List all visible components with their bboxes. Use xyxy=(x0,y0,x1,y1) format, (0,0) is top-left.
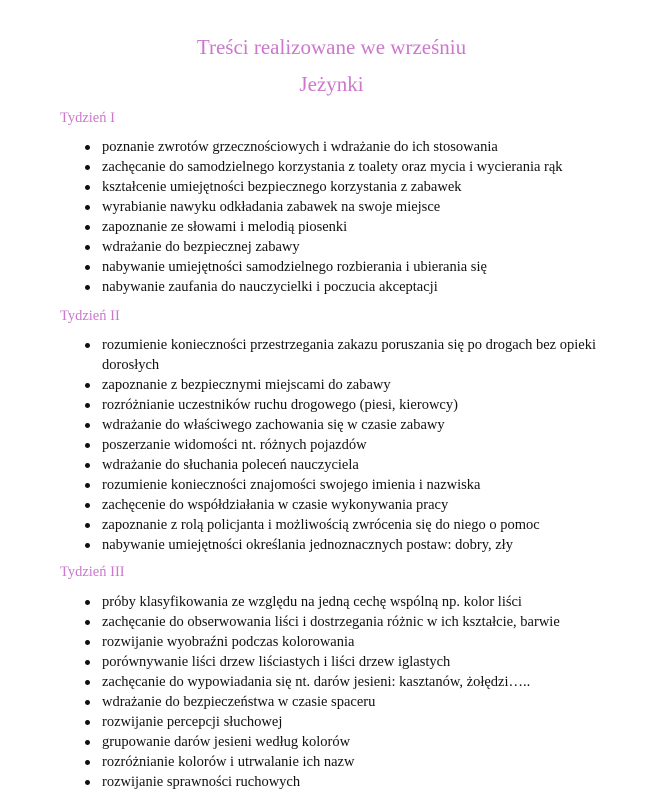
list-item: zachęcanie do obserwowania liści i dostrzegania różnic w ich kształcie, barwie xyxy=(0,612,663,632)
list-item: próby klasyfikowania ze względu na jedną cechę wspólną np. kolor liści xyxy=(0,592,663,612)
list-item: zapoznanie z rolą policjanta i możliwością zwrócenia się do niego o pomoc xyxy=(0,515,663,535)
week-3-list xyxy=(0,592,663,792)
list-item: rozwijanie wyobraźni podczas kolorowania xyxy=(0,632,663,652)
list-item: wyrabianie nawyku odkładania zabawek na swoje miejsce xyxy=(0,197,663,217)
list-item: zachęcanie do samodzielnego korzystania z toalety oraz mycia i wycierania rąk xyxy=(0,157,663,177)
list-item: nabywanie umiejętności samodzielnego rozbierania i ubierania się xyxy=(0,257,663,277)
list-item: rozumienie konieczności znajomości swojego imienia i nazwiska xyxy=(0,475,663,495)
list-item: rozwijanie sprawności ruchowych xyxy=(0,772,663,792)
list-item: kształcenie umiejętności bezpiecznego korzystania z zabawek xyxy=(0,177,663,197)
week-2-list xyxy=(0,335,663,555)
list-item: nabywanie zaufania do nauczycielki i poczucia akceptacji xyxy=(0,277,663,297)
list-item: rozróżnianie uczestników ruchu drogowego (piesi, kierowcy) xyxy=(0,395,663,415)
list-item: poszerzanie widomości nt. różnych pojazdów xyxy=(0,435,663,455)
list-item: poznanie zwrotów grzecznościowych i wdrażanie do ich stosowania xyxy=(0,137,663,157)
list-item: rozróżnianie kolorów i utrwalanie ich nazw xyxy=(0,752,663,772)
list-item: rozwijanie percepcji słuchowej xyxy=(0,712,663,732)
list-item: nabywanie umiejętności określania jednoznacznych postaw: dobry, zły xyxy=(0,535,663,555)
week-1-heading: Tydzień I xyxy=(60,110,115,126)
list-item: wdrażanie do bezpiecznej zabawy xyxy=(0,237,663,257)
list-item: porównywanie liści drzew liściastych i liści drzew iglastych xyxy=(0,652,663,672)
list-item: wdrażanie do bezpieczeństwa w czasie spaceru xyxy=(0,692,663,712)
list-item: grupowanie darów jesieni według kolorów xyxy=(0,732,663,752)
week-2-heading: Tydzień II xyxy=(60,308,120,324)
list-item: zapoznanie z bezpiecznymi miejscami do zabawy xyxy=(0,375,663,395)
document-subtitle: Jeżynki xyxy=(299,72,364,96)
week-1-list xyxy=(0,137,663,297)
document-title: Treści realizowane we wrześniu xyxy=(196,35,467,59)
list-item: zachęcenie do współdziałania w czasie wykonywania pracy xyxy=(0,495,663,515)
list-item: zapoznanie ze słowami i melodią piosenki xyxy=(0,217,663,237)
list-item: zachęcanie do wypowiadania się nt. darów jesieni: kasztanów, żołędzi….. xyxy=(0,672,663,692)
list-item: rozumienie konieczności przestrzegania zakazu poruszania się po drogach bez opieki dorosłych xyxy=(0,335,663,375)
week-3-heading: Tydzień III xyxy=(60,564,125,580)
list-item: wdrażanie do słuchania poleceń nauczyciela xyxy=(0,455,663,475)
list-item: wdrażanie do właściwego zachowania się w czasie zabawy xyxy=(0,415,663,435)
